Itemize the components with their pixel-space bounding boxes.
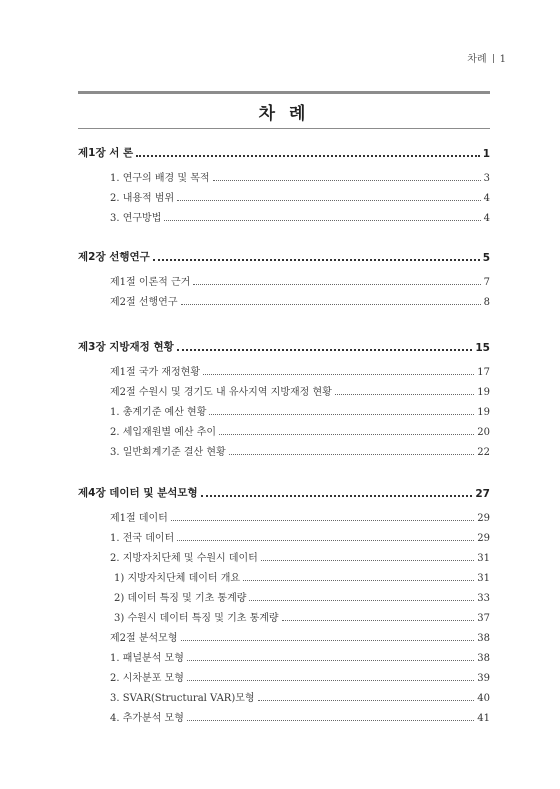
toc-leader [177,200,480,201]
toc-label: 1. 연구의 배경 및 목적 [110,173,210,184]
toc-page: 27 [475,488,490,500]
toc-page: 38 [477,633,490,644]
toc-leader [258,700,475,701]
toc-leader [282,620,475,621]
toc-leader [181,304,481,305]
toc-entry[interactable] [78,364,490,378]
toc-entry[interactable] [78,424,490,438]
toc-page: 31 [477,573,490,584]
toc-label: 제4장 데이터 및 분석모형 [78,487,198,499]
running-head-page: 1 [499,54,506,65]
toc-leader [187,660,474,661]
toc-label: 제2절 선행연구 [110,297,178,308]
toc-label: 제3장 지방재정 현황 [78,341,174,353]
toc-page: 4 [483,213,490,224]
toc-entry[interactable] [78,630,490,644]
toc-entry[interactable] [78,710,490,724]
toc-label: 4. 추가분석 모형 [110,713,184,724]
toc-leader [203,374,474,375]
toc-page: 39 [477,673,490,684]
toc-entry[interactable] [78,590,490,604]
toc-page: 3 [483,173,490,184]
toc-page: 38 [477,653,490,664]
toc-label: 제2절 수원시 및 경기도 내 유사지역 지방재정 현황 [110,387,332,398]
toc-page: 19 [477,407,490,418]
toc-page: 33 [477,593,490,604]
toc-leader [219,434,474,435]
toc-label: 3. 연구방법 [110,213,162,224]
toc-label: 1. 전국 데이터 [110,533,175,544]
toc-entry[interactable] [78,530,490,544]
toc-leader [213,180,481,181]
toc-leader [164,220,480,221]
toc-label: 제1장 서 론 [78,147,134,159]
toc-entry[interactable] [78,190,490,204]
toc-label: 제1절 데이터 [110,513,168,524]
running-head [467,50,506,65]
toc-leader [177,349,473,351]
running-head-divider [493,54,494,63]
toc-page: 5 [482,252,490,264]
toc-page: 20 [477,427,490,438]
toc-leader [249,600,474,601]
toc-entry[interactable] [78,670,490,684]
toc-entry[interactable] [78,384,490,398]
toc-label: 3) 수원시 데이터 특징 및 기초 통계량 [114,613,279,624]
toc-page: 4 [483,193,490,204]
toc-leader [177,540,474,541]
running-head-label: 차례 [467,54,487,65]
toc-label: 2. 시차분포 모형 [110,673,184,684]
toc-leader [187,680,474,681]
toc-label: 3. SVAR(Structural VAR)모형 [110,693,255,704]
toc-chapter[interactable] [78,486,490,500]
toc-leader [136,155,479,157]
toc-leader [181,640,475,641]
toc-chapter[interactable] [78,340,490,354]
toc-page: 17 [477,367,490,378]
toc-label: 제1절 이론적 근거 [110,277,191,288]
toc-entry[interactable] [78,274,490,288]
toc-label: 제2장 선행연구 [78,251,150,263]
toc-leader [201,495,473,497]
toc-label: 2. 지방자치단체 및 수원시 데이터 [110,553,258,564]
toc-label: 2) 데이터 특징 및 기초 통계량 [114,593,247,604]
toc-entry[interactable] [78,404,490,418]
toc-page: 29 [477,513,490,524]
toc-entry[interactable] [78,444,490,458]
toc-page: 19 [477,387,490,398]
toc-chapter[interactable] [78,146,490,160]
toc-page: 22 [477,447,490,458]
toc-leader [209,414,474,415]
toc-leader [187,720,474,721]
toc-entry[interactable] [78,294,490,308]
toc-entry[interactable] [78,550,490,564]
toc-entry[interactable] [78,170,490,184]
toc-leader [243,580,474,581]
toc-entry[interactable] [78,690,490,704]
toc-entry[interactable] [78,510,490,524]
toc-page: 29 [477,533,490,544]
toc-page: 8 [483,297,490,308]
toc-leader [261,560,474,561]
toc-leader [229,454,475,455]
toc-label: 3. 일반회계기준 결산 현황 [110,447,226,458]
toc-label: 2. 내용적 범위 [110,193,175,204]
toc-entry[interactable] [78,570,490,584]
toc-page: 31 [477,553,490,564]
page-title: 차 례 [258,103,310,124]
toc-page: 37 [477,613,490,624]
toc-entry[interactable] [78,650,490,664]
toc-chapter[interactable] [78,250,490,264]
toc-entry[interactable] [78,610,490,624]
toc-label: 제2절 분석모형 [110,633,178,644]
toc-label: 2. 세입재원별 예산 추이 [110,427,217,438]
toc-page: 7 [483,277,490,288]
toc-leader [153,259,480,261]
toc-page: 1 [482,148,490,160]
toc-leader [193,284,480,285]
toc-label: 제1절 국가 재정현황 [110,367,200,378]
toc-label: 1. 패널분석 모형 [110,653,184,664]
toc-leader [171,520,474,521]
toc-label: 1) 지방자치단체 데이터 개요 [114,573,241,584]
title-bar [78,91,490,129]
toc-entry[interactable] [78,210,490,224]
toc-page: 15 [475,342,490,354]
toc-page: 40 [477,693,490,704]
toc-leader [335,394,474,395]
toc-page: 41 [477,713,490,724]
toc-label: 1. 총계기준 예산 현황 [110,407,207,418]
